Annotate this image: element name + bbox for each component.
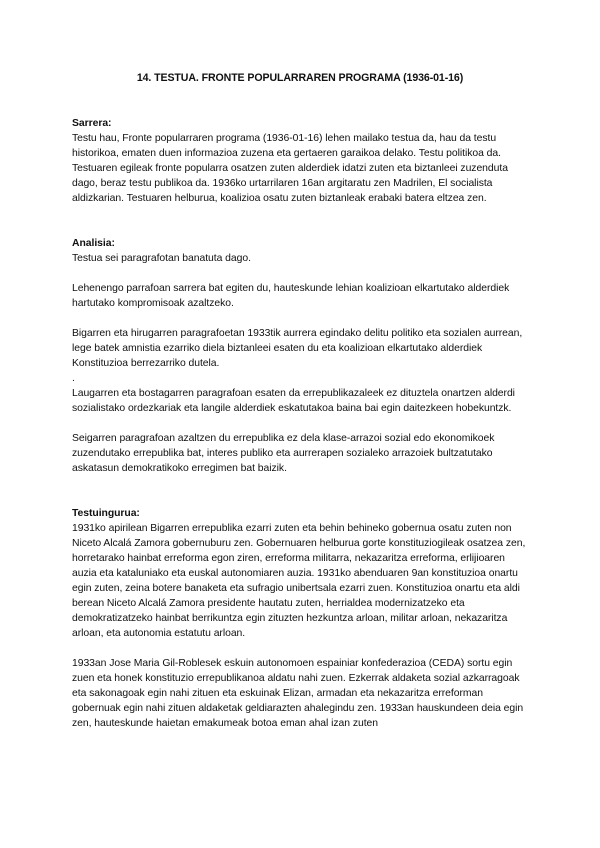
analisia-dot: . (72, 373, 75, 384)
sarrera-paragraph: Testu hau, Fronte popularraren programa (1936-01-16) lehen mailako testua da, hau da testu historikoa, ematen duen informazioa zuzena eta gertaeren garaikoa delako. Testu politikoa da. Testuaren egileak fronte popularra osatzen zuten alderdiek idatzi zuten eta biztanleei zuzenduta dago, beraz testu publikoa da. 1936ko urtarrilaren 16an argitaratu zen Madrilen, El socialista aldizkarian. Testuaren helburua, koalizioa osatu zuten biztanleak erabaki batera eltzea zen. (72, 133, 508, 204)
document-body (72, 116, 532, 731)
analisia-paragraph-2: Bigarren eta hirugarren paragrafoetan 1933tik aurrera egindako delitu politiko eta sozialen aurrean, lege batek amnistia ezarriko diela biztanleei esaten du eta koalizioan elkartutako alderdiek Konstituzioa berrezarriko dutela. (72, 328, 523, 369)
testuingurua-paragraph-1: 1931ko apirilean Bigarren errepublika ezarri zuten eta behin behineko gobernua osatu zuten non Niceto Alcalá Zamora gobernuburu zen. Gobernuaren helburua gorte konstituziogileak osatzea zen, horretarako hainbat erreforma egon ziren, erreforma militarra, nekazaritza erreforma, erlijioaren auzia eta kataluniako eta euskal autonomiaren auzia. 1931ko abenduaren 9an konstituzioa onartu egin zuten, zeina botere banaketa eta sufragio unibertsala ezarri zuen. Konstituzioa onartu eta aldi berean Niceto Alcalá Zamora presidente hautatu zuten, herrialdea modernizatzeko eta demokratizatzeko hainbat berrikuntza egin zituzten hezkuntza arloan, militar arloan, nekazaritza arloan, eta autonomia estatutu arloan. (72, 523, 526, 639)
analisia-paragraph-1: Lehenengo parrafoan sarrera bat egiten du, hauteskunde lehian koalizioan elkartutako alderdiek hartutako kompromisoak azaltzeko. (72, 283, 510, 309)
spacer (72, 266, 532, 281)
spacer (72, 311, 532, 326)
analisia-paragraph-4: Seigarren paragrafoan azaltzen du errepublika ez dela klase-arrazoi sozial edo ekonomikoek zuzendutako errepublika bat, interes publiko eta aurrerapen sozialeko arrazoiek bultzatutako askatasun demokratikoko erregimen bat baizik. (72, 433, 495, 474)
testuingurua-paragraph-2: 1933an Jose Maria Gil-Roblesek eskuin autonomoen espainiar konfederazioa (CEDA) sortu egin zuen eta honek konstituzio errepublikanoa aldatu nahi zuen. Ezkerrak aldaketa sozial azkarragoak eta sakonagoak egin nahi zituen eta eskuinak Elizan, armadan eta nekazaritza erreforman gobernuak egin nahi zituen aldaketak geldiarazten ahalegindu zen. 1933an hauskundeen deia egin zen, hauteskunde haietan emakumeak botoa eman ahal izan zuten (72, 658, 524, 729)
section-heading-testuingurua: Testuingurua: (72, 508, 140, 519)
spacer (72, 476, 532, 506)
analisia-paragraph-3: Laugarren eta bostagarren paragrafoan esaten da errepublikazaleek ez dituztela onartzen alderdi sozialistako ordezkariak eta langile alderdiek eskatutakoa baina bai egin daitezkeen hobekuntzk. (72, 388, 515, 414)
spacer (72, 206, 532, 236)
section-heading-analisia: Analisia: (72, 238, 115, 249)
spacer (72, 641, 532, 656)
analisia-intro: Testua sei paragrafotan banatuta dago. (72, 253, 251, 264)
document-title: 14. TESTUA. FRONTE POPULARRAREN PROGRAMA (1936-01-16) (136, 72, 464, 84)
spacer (72, 416, 532, 431)
section-heading-sarrera: Sarrera: (72, 118, 112, 129)
